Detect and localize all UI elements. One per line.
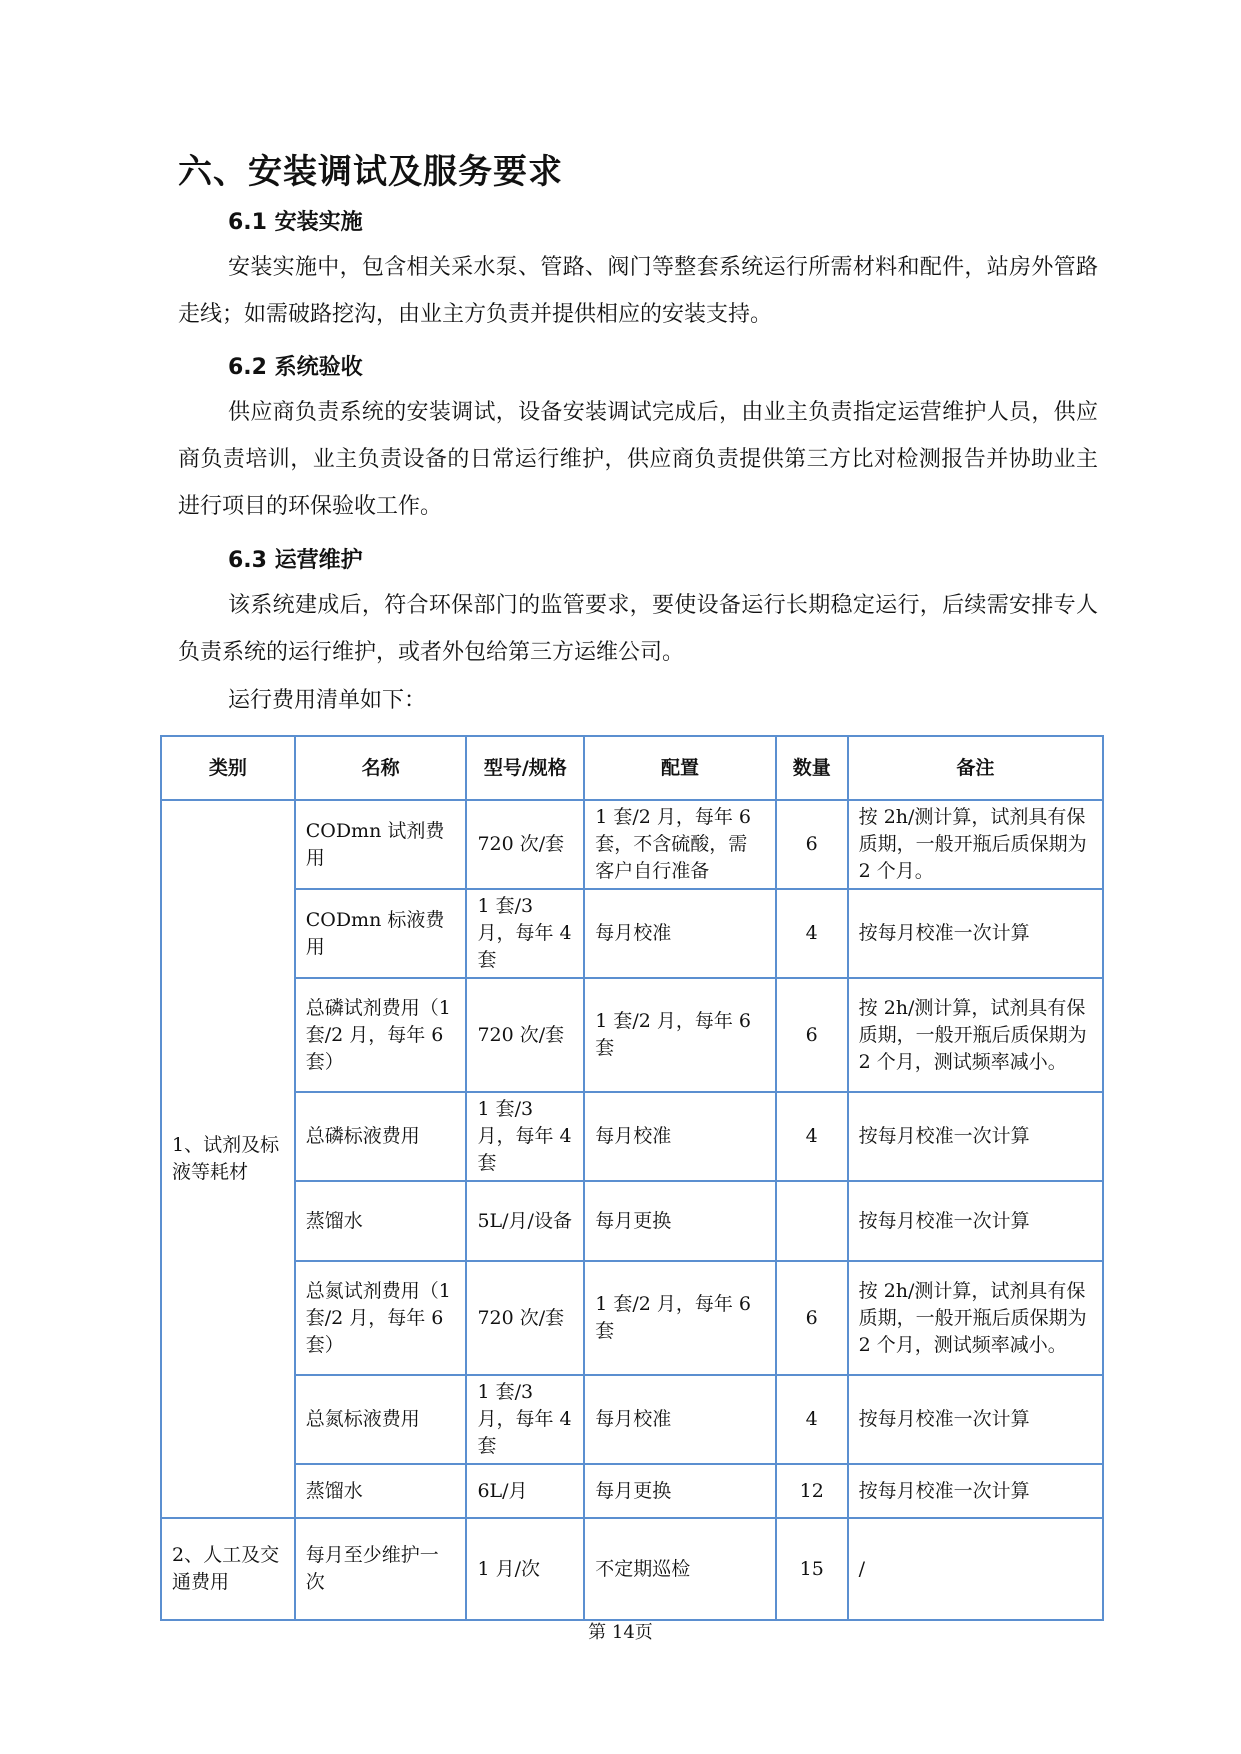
name-cell: 蒸馏水 bbox=[295, 1464, 467, 1518]
page-number: 第 14页 bbox=[588, 1622, 653, 1643]
quantity-cell: 6 bbox=[776, 1261, 848, 1375]
config-cell: 每月校准 bbox=[584, 1375, 776, 1464]
quantity-cell: 4 bbox=[776, 1092, 848, 1181]
header-remark: 备注 bbox=[848, 736, 1103, 800]
name-cell: 总氮试剂费用（1 套/2 月，每年 6 套） bbox=[295, 1261, 467, 1375]
config-cell: 每月更换 bbox=[584, 1464, 776, 1518]
name-cell: CODmn 试剂费用 bbox=[295, 800, 467, 889]
cost-table bbox=[160, 735, 1104, 1621]
table-row bbox=[161, 1375, 1103, 1464]
spec-cell: 1 套/3 月，每年 4 套 bbox=[466, 1092, 584, 1181]
remark-cell: 按 2h/测计算，试剂具有保质期，一般开瓶后质保期为 2 个月，测试频率减小。 bbox=[848, 1261, 1103, 1375]
table-row bbox=[161, 978, 1103, 1092]
paragraph-6-3: 该系统建成后，符合环保部门的监管要求，要使设备运行长期稳定运行，后续需安排专人负责系统的运行维护，或者外包给第三方运维公司。 bbox=[178, 593, 1098, 665]
header-category: 类别 bbox=[161, 736, 295, 800]
spec-cell: 5L/月/设备 bbox=[466, 1181, 584, 1261]
config-cell: 每月校准 bbox=[584, 889, 776, 978]
header-name: 名称 bbox=[295, 736, 467, 800]
remark-cell: / bbox=[848, 1518, 1103, 1620]
name-cell: 蒸馏水 bbox=[295, 1181, 467, 1261]
quantity-cell: 6 bbox=[776, 800, 848, 889]
quantity-cell: 15 bbox=[776, 1518, 848, 1620]
name-cell: 总氮标液费用 bbox=[295, 1375, 467, 1464]
name-cell: 总磷标液费用 bbox=[295, 1092, 467, 1181]
config-cell: 每月校准 bbox=[584, 1092, 776, 1181]
table-row bbox=[161, 1464, 1103, 1518]
remark-cell: 按每月校准一次计算 bbox=[848, 1092, 1103, 1181]
header-spec: 型号/规格 bbox=[466, 736, 584, 800]
heading-6-3: 6.3 运营维护 bbox=[228, 548, 363, 573]
remark-cell: 按 2h/测计算，试剂具有保质期，一般开瓶后质保期为 2 个月，测试频率减小。 bbox=[848, 978, 1103, 1092]
header-quantity: 数量 bbox=[776, 736, 848, 800]
spec-cell: 720 次/套 bbox=[466, 978, 584, 1092]
quantity-cell: 4 bbox=[776, 1375, 848, 1464]
spec-cell: 1 套/3 月，每年 4 套 bbox=[466, 889, 584, 978]
config-cell: 不定期巡检 bbox=[584, 1518, 776, 1620]
remark-cell: 按每月校准一次计算 bbox=[848, 1375, 1103, 1464]
spec-cell: 720 次/套 bbox=[466, 800, 584, 889]
remark-cell: 按每月校准一次计算 bbox=[848, 1464, 1103, 1518]
table-row bbox=[161, 1181, 1103, 1261]
section-title: 六、安装调试及服务要求 bbox=[178, 152, 563, 192]
heading-6-2: 6.2 系统验收 bbox=[228, 355, 363, 380]
table-header-row bbox=[161, 736, 1103, 800]
heading-6-1: 6.1 安装实施 bbox=[228, 210, 363, 235]
config-cell: 1 套/2 月，每年 6 套 bbox=[584, 1261, 776, 1375]
config-cell: 1 套/2 月，每年 6 套 bbox=[584, 978, 776, 1092]
header-config: 配置 bbox=[584, 736, 776, 800]
spec-cell: 720 次/套 bbox=[466, 1261, 584, 1375]
config-cell: 1 套/2 月，每年 6 套，不含硫酸，需客户自行准备 bbox=[584, 800, 776, 889]
quantity-cell: 4 bbox=[776, 889, 848, 978]
table-row bbox=[161, 800, 1103, 889]
remark-cell: 按每月校准一次计算 bbox=[848, 1181, 1103, 1261]
category-cell: 2、人工及交通费用 bbox=[161, 1518, 295, 1620]
spec-cell: 1 月/次 bbox=[466, 1518, 584, 1620]
paragraph-6-2: 供应商负责系统的安装调试，设备安装调试完成后，由业主负责指定运营维护人员，供应商负责培训，业主负责设备的日常运行维护，供应商负责提供第三方比对检测报告并协助业主进行项目的环保验收工作。 bbox=[178, 400, 1098, 519]
table-row bbox=[161, 1261, 1103, 1375]
config-cell: 每月更换 bbox=[584, 1181, 776, 1261]
spec-cell: 6L/月 bbox=[466, 1464, 584, 1518]
table-row bbox=[161, 889, 1103, 978]
quantity-cell bbox=[776, 1181, 848, 1261]
table-row bbox=[161, 1092, 1103, 1181]
paragraph-6-1: 安装实施中，包含相关采水泵、管路、阀门等整套系统运行所需材料和配件，站房外管路走线；如需破路挖沟，由业主方负责并提供相应的安装支持。 bbox=[178, 255, 1098, 327]
category-cell: 1、试剂及标液等耗材 bbox=[161, 800, 295, 1518]
remark-cell: 按每月校准一次计算 bbox=[848, 889, 1103, 978]
remark-cell: 按 2h/测计算，试剂具有保质期，一般开瓶后质保期为 2 个月。 bbox=[848, 800, 1103, 889]
name-cell: 每月至少维护一次 bbox=[295, 1518, 467, 1620]
spec-cell: 1 套/3 月，每年 4 套 bbox=[466, 1375, 584, 1464]
table-intro: 运行费用清单如下： bbox=[228, 688, 427, 713]
quantity-cell: 12 bbox=[776, 1464, 848, 1518]
quantity-cell: 6 bbox=[776, 978, 848, 1092]
table-row bbox=[161, 1518, 1103, 1620]
name-cell: CODmn 标液费用 bbox=[295, 889, 467, 978]
name-cell: 总磷试剂费用（1 套/2 月，每年 6 套） bbox=[295, 978, 467, 1092]
